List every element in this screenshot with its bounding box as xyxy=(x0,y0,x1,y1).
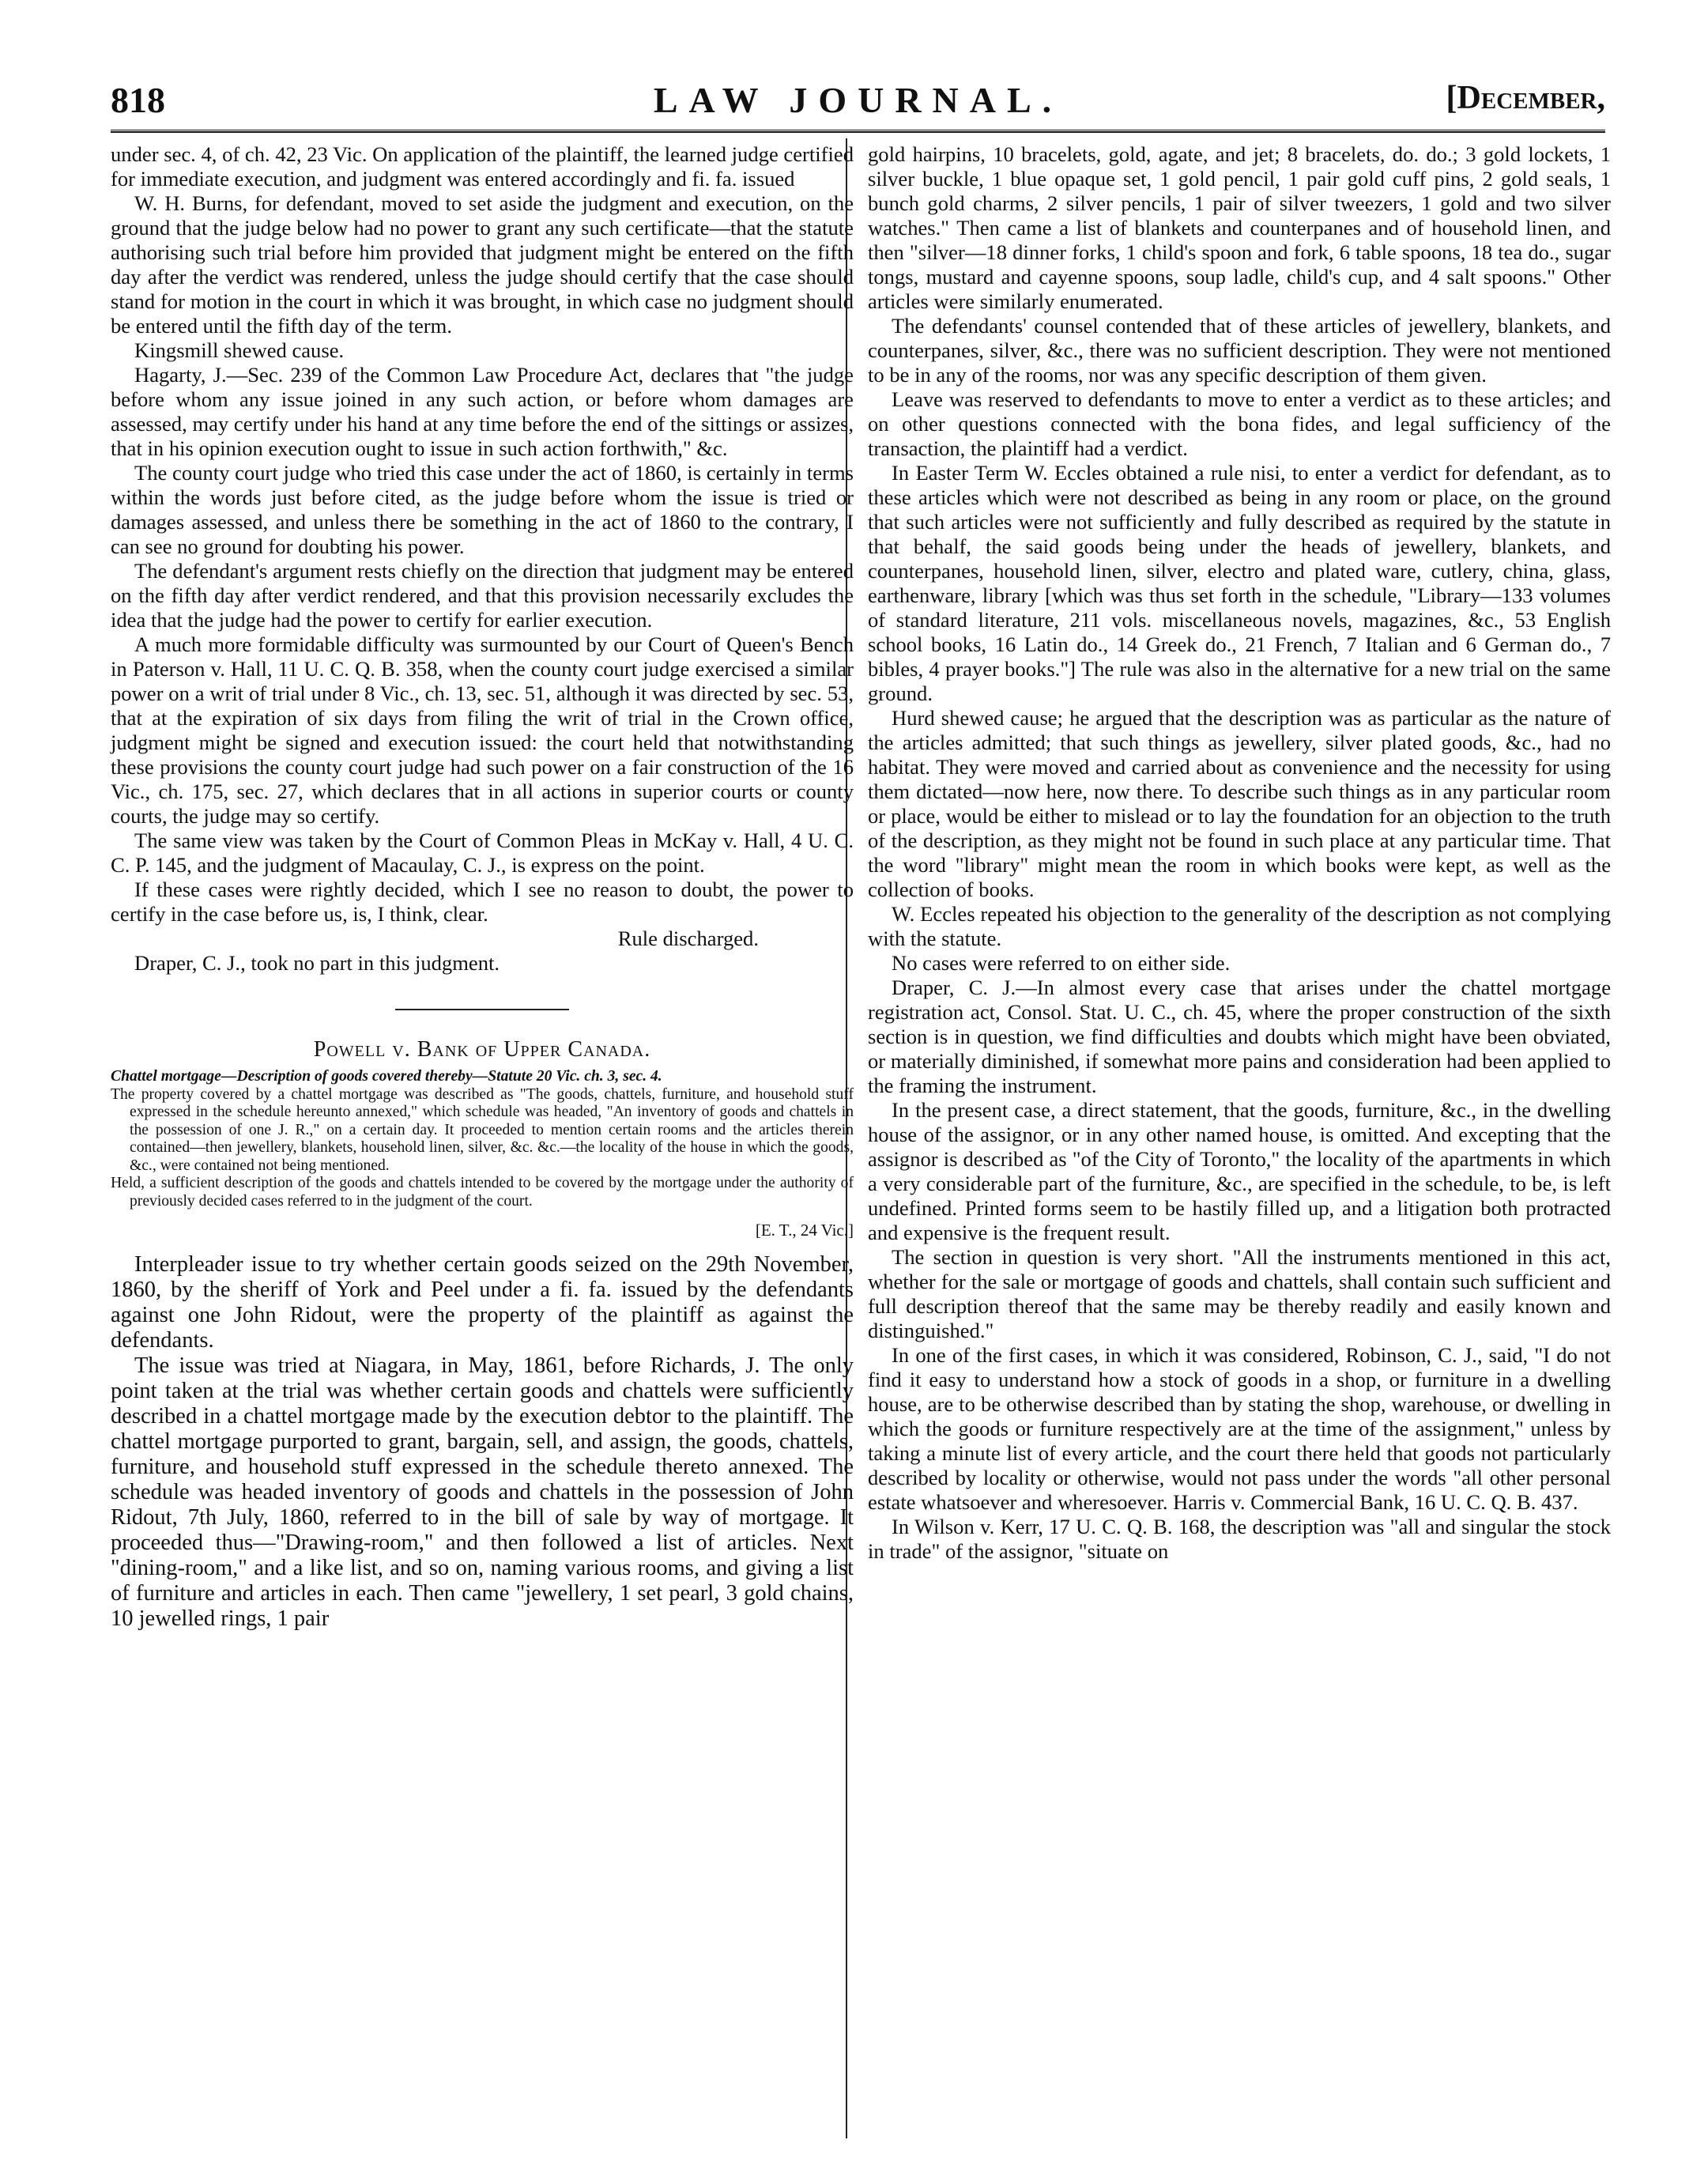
paragraph: gold hairpins, 10 bracelets, gold, agate, and jet; 8 bracelets, do. do.; 3 gold lockets, 1 silver buckle, 1 blue opaque set, 1 gold pencil, 1 pair gold cuff pins, 2 gold seals, 1 bunch gold charms, 2 silver pencils, 1 pair of silver tweezers, 1 gold and two silver watches." Then came a list of blankets and counterpanes and of household linen, and then "silver—18 dinner forks, 1 child's spoon and fork, 6 table spoons, 18 tea do., sugar tongs, mustard and cayenne spoons, soup ladle, child's cup, and 4 salt spoons." Other articles were similarly enumerated. xyxy=(868,142,1611,313)
paragraph: The issue was tried at Niagara, in May, 1861, before Richards, J. The only point taken at the trial was whether certain goods and chattels were sufficiently described in a chattel mortgage made by the execution debtor to the plaintiff. The chattel mortgage purported to grant, bargain, sell, and assign, the goods, chattels, furniture, and household stuff expressed in the schedule thereto annexed. The schedule was headed inventory of goods and chattels in the possession of John Ridout, 7th July, 1860, referred to in the bill of sale by way of mortgage. It proceeded thus—"Drawing-room," and then followed a list of articles. Next "dining-room," and a like list, and so on, naming various rooms, and giving a list of furniture and articles in each. Then came "jewellery, 1 set pearl, 3 gold chains, 10 jewelled rings, 1 pair xyxy=(111,1353,854,1631)
case-separator xyxy=(395,1009,569,1010)
paragraph: Interpleader issue to try whether certain goods seized on the 29th November, 1860, by the sheriff of York and Peel under a fi. fa. issued by the defendants against one John Ridout, were the property of the plaintiff as against the defendants. xyxy=(111,1252,854,1353)
paragraph: The section in question is very short. "All the instruments mentioned in this act, whether for the sale or mortgage of goods and chattels, shall contain such sufficient and full description thereof that the same may be thereby readily and easily known and distinguished." xyxy=(868,1245,1611,1342)
paragraph: In Wilson v. Kerr, 17 U. C. Q. B. 168, the description was "all and singular the stock in trade" of the assignor, "situate on xyxy=(868,1515,1611,1563)
case-title: Powell v. Bank of Upper Canada. xyxy=(313,1037,651,1062)
running-title: LAW JOURNAL. xyxy=(653,80,1063,120)
right-column xyxy=(868,142,1611,1564)
paragraph: The defendant's argument rests chiefly on the direction that judgment may be entered on the fifth day after verdict rendered, and that this provision necessarily excludes the idea that the judge had the power to certify for earlier execution. xyxy=(111,559,854,632)
paragraph: The county court judge who tried this case under the act of 1860, is certainly in terms within the words just before cited, as the judge before whom the issue is tried or damages assessed, and unless there be something in the act of 1860 to the contrary, I can see no ground for doubting his power. xyxy=(111,461,854,558)
headnote-subject: Chattel mortgage—Description of goods covered thereby—Statute 20 Vic. ch. 3, sec. 4. xyxy=(111,1068,662,1085)
paragraph: Hagarty, J.—Sec. 239 of the Common Law Procedure Act, declares that "the judge before whom any issue joined in any such action, or before whom damages are assessed, may certify under his hand at any time before the end of the sittings or assizes, that in his opinion execution ought to issue in such action forthwith," &c. xyxy=(111,363,854,460)
paragraph: W. Eccles repeated his objection to the generality of the description as not complying with the statute. xyxy=(868,902,1611,950)
paragraph: W. H. Burns, for defendant, moved to set aside the judgment and execution, on the ground that the judge below had no power to grant any such certificate—that the statute authorising such trial before him provided that judgment might be entered on the fifth day after the verdict was rendered, unless the judge should certify that the case should stand for motion in the court in which it was brought, in which case no judgment should be entered until the fifth day of the term. xyxy=(111,191,854,338)
paragraph: No cases were referred to on either side. xyxy=(892,951,1231,975)
draper-note: Draper, C. J., took no part in this judgment. xyxy=(134,951,500,975)
paragraph: A much more formidable difficulty was surmounted by our Court of Queen's Bench in Paterson v. Hall, 11 U. C. Q. B. 358, when the county court judge exercised a similar power on a writ of trial under 8 Vic., ch. 13, sec. 51, although it was directed by sec. 53, that at the expiration of six days from filing the writ of trial in the Crown office, judgment might be signed and execution issued: the court held that notwithstanding these provisions the county court judge had such power on a fair construction of the 16 Vic., ch. 175, sec. 27, which declares that in all actions in superior courts or county courts, the judge may so certify. xyxy=(111,632,854,828)
paragraph: If these cases were rightly decided, which I see no reason to doubt, the power to certify in the case before us, is, I think, clear. xyxy=(111,878,854,926)
paragraph: The defendants' counsel contended that of these articles of jewellery, blankets, and counterpanes, silver, &c., there was no sufficient description. They were not mentioned to be in any of the rooms, nor was any specific description of them given. xyxy=(868,314,1611,387)
paragraph: Kingsmill shewed cause. xyxy=(134,338,345,362)
paragraph: Draper, C. J.—In almost every case that arises under the chattel mortgage registration act, Consol. Stat. U. C., ch. 45, where the proper construction of the sixth section is in question, we find difficulties and doubts which might have been obviated, or materially diminished, if somewhat more pains and consideration had been applied to the framing the instrument. xyxy=(868,976,1611,1097)
headnote-held: Held, a sufficient description of the goods and chattels intended to be covered by the mortgage under the authority of previously decided cases referred to in the judgment of the court. xyxy=(111,1175,854,1210)
left-column xyxy=(111,142,854,1632)
paragraph: Leave was reserved to defendants to move to enter a verdict as to these articles; and on other questions connected with the bona fides, and legal sufficiency of the transaction, the plaintiff had a verdict. xyxy=(868,387,1611,460)
rule-discharged: Rule discharged. xyxy=(617,927,759,950)
page-number: 818 xyxy=(111,80,165,120)
paragraph: The same view was taken by the Court of Common Pleas in McKay v. Hall, 4 U. C. C. P. 145, and the judgment of Macaulay, C. J., is express on the point. xyxy=(111,828,854,877)
term-citation: [E. T., 24 Vic.] xyxy=(755,1221,854,1240)
paragraph: In the present case, a direct statement, that the goods, furniture, &c., in the dwelling house of the assignor, or in any other named house, is omitted. And excepting that the assignor is described as "of the City of Toronto," the locality of the apartments in which a very considerable part of the furniture, &c., are specified in the schedule, to be, is left undefined. Printed forms seem to be hastily filled up, and a litigation both protracted and expensive is the frequent result. xyxy=(868,1098,1611,1244)
header-rule xyxy=(111,130,1605,133)
page-header xyxy=(111,79,1605,123)
paragraph: Hurd shewed cause; he argued that the description was as particular as the nature of the articles admitted; that such things as jewellery, silver plated goods, &c., had no habitat. They were moved and carried about as convenience and the necessity for using them dictated—now here, now there. To describe such things as in any particular room or place, would be either to mislead or to lay the foundation for an objection to the truth of the description, as they might not be found in such place at any particular time. That the word "library" might mean the room in which books were kept, as well as the collection of books. xyxy=(868,706,1611,901)
paragraph: In Easter Term W. Eccles obtained a rule nisi, to enter a verdict for defendant, as to these articles which were not described as being in any room or place, on the ground that such articles were not sufficiently and fully described as required by the statute in that behalf, the said goods being under the heads of jewellery, blankets, and counterpanes, household linen, silver, electro and plated ware, cutlery, china, glass, earthenware, library [which was thus set forth in the schedule, "Library—133 volumes of standard literature, 211 vols. miscellaneous novels, magazines, &c., 53 English school books, 16 Latin do., 14 Greek do., 21 French, 7 Italian and 6 German do., 7 bibles, 4 prayer books."] The rule was also in the alternative for a new trial on the same ground. xyxy=(868,461,1611,705)
paragraph: In one of the first cases, in which it was considered, Robinson, C. J., said, "I do not find it easy to understand how a stock of goods in a shop, or furniture in a dwelling house, are to be otherwise described than by stating the shop, warehouse, or dwelling in which the goods or furniture respectively are at the time of the assignment," unless by taking a minute list of every article, and the court there held that goods not particularly described by locality or otherwise, would not pass under the words "all other personal estate whatsoever and wheresoever. Harris v. Commercial Bank, 16 U. C. Q. B. 437. xyxy=(868,1343,1611,1514)
paragraph: under sec. 4, of ch. 42, 23 Vic. On application of the plaintiff, the learned judge certified for immediate execution, and judgment was entered accordingly and fi. fa. issued xyxy=(111,142,854,191)
running-month: [December, xyxy=(1446,80,1605,116)
headnote: The property covered by a chattel mortgage was described as "The goods, chattels, furniture, and household stuff expressed in the schedule hereunto annexed," which schedule was headed, "An inventory of goods and chattels in the possession of one J. R.," on a certain day. It proceeded to mention certain rooms and the articles therein contained—then jewellery, blankets, household linen, silver, &c. &c.—the locality of the house in which the goods, &c., were contained not being mentioned. xyxy=(111,1085,854,1174)
